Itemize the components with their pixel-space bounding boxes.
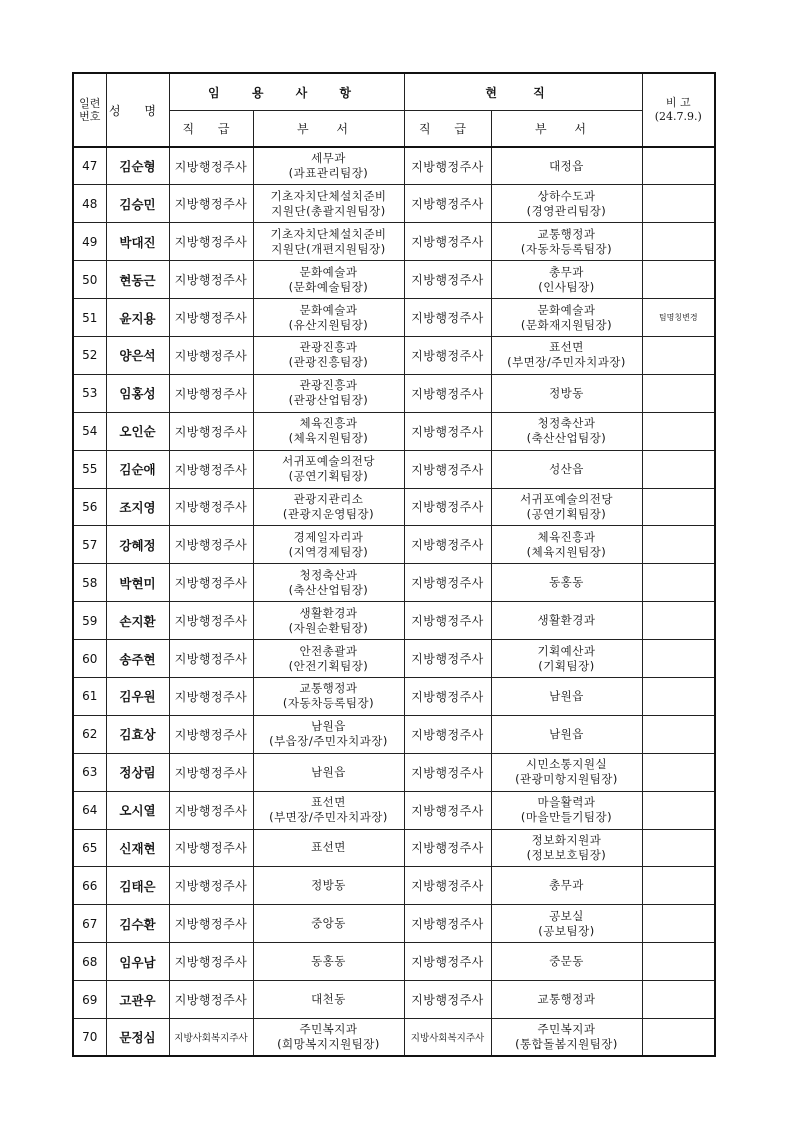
current-dept-cell: [491, 829, 642, 867]
header-serial-number: [73, 73, 106, 147]
serial-number-cell: 47: [73, 147, 106, 185]
current-rank-cell: 지방행정주사: [404, 753, 491, 791]
name-cell: 강혜정: [106, 526, 169, 564]
name-cell: 신재현: [106, 829, 169, 867]
current-dept-cell-line: (경영관리팀장): [526, 203, 607, 218]
current-dept-cell: [491, 526, 642, 564]
note-cell: [642, 905, 715, 943]
appoint-dept-cell-line: (축산산업팀장): [288, 582, 369, 597]
current-dept-cell: [491, 602, 642, 640]
note-cell: [642, 223, 715, 261]
current-rank-cell: 지방행정주사: [404, 412, 491, 450]
current-rank-cell: 지방행정주사: [404, 185, 491, 223]
current-rank-cell: 지방행정주사: [404, 981, 491, 1019]
current-dept-cell: [491, 1018, 642, 1056]
note-cell: [642, 640, 715, 678]
appoint-dept-cell: [253, 147, 404, 185]
current-rank-cell: 지방행정주사: [404, 526, 491, 564]
appoint-rank-cell: 지방행정주사: [169, 943, 253, 981]
current-dept-cell: [491, 564, 642, 602]
serial-number-cell: 64: [73, 791, 106, 829]
appoint-rank-cell: 지방행정주사: [169, 564, 253, 602]
current-rank-cell: 지방행정주사: [404, 715, 491, 753]
note-cell: 팀명칭변경: [642, 299, 715, 337]
serial-number-cell: 52: [73, 336, 106, 374]
current-dept-cell-line: (기획팀장): [538, 658, 595, 673]
table-row: [73, 715, 715, 753]
name-cell: 송주현: [106, 640, 169, 678]
current-rank-cell: 지방행정주사: [404, 677, 491, 715]
current-dept-cell: [491, 336, 642, 374]
current-dept-cell: [491, 867, 642, 905]
current-rank-cell: 지방행정주사: [404, 261, 491, 299]
note-cell: [642, 867, 715, 905]
serial-number-cell: 63: [73, 753, 106, 791]
appoint-dept-cell-line: 생활환경과: [299, 605, 358, 620]
serial-number-cell: 51: [73, 299, 106, 337]
table-row: [73, 223, 715, 261]
note-cell: [642, 753, 715, 791]
current-dept-cell-line: 상하수도과: [537, 188, 596, 203]
appoint-dept-cell: [253, 412, 404, 450]
note-cell: [642, 526, 715, 564]
current-dept-cell-line: 주민복지과: [537, 1022, 596, 1037]
current-dept-cell-line: (체육지원팀장): [526, 544, 607, 559]
appoint-dept-cell-line: (유산지원팀장): [288, 317, 369, 332]
appoint-dept-cell-line: 청정축산과: [299, 567, 358, 582]
appoint-dept-cell-line: (부면장/주민자치과장): [269, 810, 388, 825]
current-dept-cell-line: 남원읍: [549, 726, 584, 741]
header-appoint-dept: 부 서: [253, 111, 404, 148]
note-cell: [642, 981, 715, 1019]
appoint-dept-cell: [253, 261, 404, 299]
appoint-dept-cell-line: (체육지원팀장): [288, 431, 369, 446]
appoint-dept-cell: [253, 526, 404, 564]
current-rank-cell: 지방행정주사: [404, 147, 491, 185]
current-dept-cell-line: (인사팀장): [538, 279, 595, 294]
current-dept-cell-line: 남원읍: [549, 688, 584, 703]
serial-number-cell: 48: [73, 185, 106, 223]
personnel-table: [72, 72, 716, 1057]
note-cell: [642, 677, 715, 715]
current-dept-cell-line: 정방동: [549, 385, 584, 400]
appoint-dept-cell-line: (관광지운영팀장): [282, 506, 375, 521]
serial-number-cell: 50: [73, 261, 106, 299]
current-dept-cell-line: (부면장/주민자치과장): [507, 355, 626, 370]
name-cell: 임홍성: [106, 374, 169, 412]
name-cell: 오인순: [106, 412, 169, 450]
current-rank-cell: 지방행정주사: [404, 867, 491, 905]
appoint-dept-cell-line: 교통행정과: [299, 681, 358, 696]
note-cell: [642, 450, 715, 488]
serial-number-cell: 61: [73, 677, 106, 715]
current-dept-cell-line: 동홍동: [549, 575, 584, 590]
current-dept-cell-line: (마을만들기팀장): [520, 810, 613, 825]
current-rank-cell: 지방행정주사: [404, 488, 491, 526]
appoint-dept-cell: [253, 943, 404, 981]
current-dept-cell-line: 문화예술과: [537, 302, 596, 317]
note-cell: [642, 488, 715, 526]
appoint-rank-cell: 지방행정주사: [169, 336, 253, 374]
appoint-dept-cell-line: (부읍장/주민자치과장): [269, 734, 388, 749]
name-cell: 현동근: [106, 261, 169, 299]
table-row: [73, 602, 715, 640]
current-dept-cell: [491, 640, 642, 678]
current-dept-cell-line: 청정축산과: [537, 416, 596, 431]
header-note: [642, 73, 715, 147]
name-cell: 김승민: [106, 185, 169, 223]
current-dept-cell-line: (정보보호팀장): [526, 847, 607, 862]
table-row: [73, 753, 715, 791]
table-row: [73, 829, 715, 867]
current-dept-cell: [491, 981, 642, 1019]
appoint-rank-cell: 지방행정주사: [169, 261, 253, 299]
header-note-line2: (24.7.9.): [654, 110, 702, 123]
current-rank-cell: 지방행정주사: [404, 223, 491, 261]
appoint-dept-cell-line: (자원순환팀장): [288, 620, 369, 635]
serial-number-cell: 70: [73, 1018, 106, 1056]
current-dept-cell: [491, 791, 642, 829]
current-rank-cell: 지방행정주사: [404, 564, 491, 602]
serial-number-cell: 57: [73, 526, 106, 564]
appoint-dept-cell-line: 세무과: [311, 151, 346, 166]
current-rank-cell: 지방행정주사: [404, 905, 491, 943]
appoint-rank-cell: 지방행정주사: [169, 185, 253, 223]
current-dept-cell-line: 총무과: [549, 264, 584, 279]
header-current-rank: 직 급: [404, 111, 491, 148]
current-rank-cell: 지방행정주사: [404, 374, 491, 412]
appoint-dept-cell: [253, 374, 404, 412]
appoint-dept-cell-line: 주민복지과: [299, 1022, 358, 1037]
current-rank-cell: 지방행정주사: [404, 640, 491, 678]
current-dept-cell-line: 시민소통지원실: [525, 757, 608, 772]
current-dept-cell: [491, 374, 642, 412]
name-cell: 양은석: [106, 336, 169, 374]
current-dept-cell-line: 생활환경과: [537, 613, 596, 628]
serial-number-cell: 69: [73, 981, 106, 1019]
name-cell: 고관우: [106, 981, 169, 1019]
appoint-rank-cell: 지방행정주사: [169, 223, 253, 261]
current-dept-cell-line: 교통행정과: [537, 992, 596, 1007]
appoint-dept-cell-line: (공연기획팀장): [288, 469, 369, 484]
current-rank-cell: 지방행정주사: [404, 791, 491, 829]
appoint-dept-cell-line: 관광지관리소: [293, 491, 364, 506]
current-rank-cell: 지방행정주사: [404, 602, 491, 640]
table-row: [73, 564, 715, 602]
header-appointment-group: 임 용 사 항: [169, 73, 404, 111]
note-cell: [642, 412, 715, 450]
serial-number-cell: 54: [73, 412, 106, 450]
appoint-dept-cell-line: (관광진흥팀장): [288, 355, 369, 370]
serial-number-cell: 56: [73, 488, 106, 526]
name-cell: 김수환: [106, 905, 169, 943]
appoint-dept-cell-line: 기초자치단체설치준비: [270, 188, 387, 203]
serial-number-cell: 65: [73, 829, 106, 867]
current-dept-cell: [491, 450, 642, 488]
appoint-rank-cell: 지방행정주사: [169, 867, 253, 905]
current-rank-cell: 지방행정주사: [404, 336, 491, 374]
header-appoint-rank: 직 급: [169, 111, 253, 148]
appoint-dept-cell: [253, 753, 404, 791]
appoint-dept-cell: [253, 223, 404, 261]
appoint-rank-cell: 지방행정주사: [169, 981, 253, 1019]
name-cell: 오시열: [106, 791, 169, 829]
serial-number-cell: 49: [73, 223, 106, 261]
current-dept-cell: [491, 261, 642, 299]
appoint-dept-cell-line: (관광산업팀장): [288, 393, 369, 408]
appoint-dept-cell-line: 남원읍: [311, 719, 346, 734]
appoint-dept-cell: [253, 602, 404, 640]
appoint-dept-cell: [253, 450, 404, 488]
appoint-dept-cell: [253, 1018, 404, 1056]
note-cell: [642, 564, 715, 602]
table-row: [73, 1018, 715, 1056]
appoint-dept-cell: [253, 299, 404, 337]
current-dept-cell: [491, 488, 642, 526]
appoint-dept-cell-line: 표선면: [311, 840, 346, 855]
name-cell: 김태은: [106, 867, 169, 905]
note-cell: [642, 715, 715, 753]
appoint-dept-cell-line: (희망복지지원팀장): [277, 1037, 380, 1052]
appoint-dept-cell-line: (안전기획팀장): [288, 658, 369, 673]
table-row: [73, 488, 715, 526]
appoint-rank-cell: 지방행정주사: [169, 299, 253, 337]
appoint-dept-cell-line: 문화예술과: [299, 264, 358, 279]
table-row: [73, 981, 715, 1019]
current-dept-cell-line: 공보실: [549, 908, 584, 923]
appoint-dept-cell-line: (문화예술팀장): [288, 279, 369, 294]
note-cell: [642, 374, 715, 412]
current-dept-cell-line: 중문동: [549, 954, 584, 969]
appoint-dept-cell-line: 중앙동: [311, 916, 346, 931]
appoint-dept-cell: [253, 829, 404, 867]
appoint-rank-cell: 지방사회복지주사: [169, 1018, 253, 1056]
table-row: [73, 336, 715, 374]
table-row: [73, 450, 715, 488]
appoint-rank-cell: 지방행정주사: [169, 715, 253, 753]
current-dept-cell-line: 기획예산과: [537, 643, 596, 658]
serial-number-cell: 58: [73, 564, 106, 602]
name-cell: 박현미: [106, 564, 169, 602]
appoint-dept-cell: [253, 677, 404, 715]
note-cell: [642, 791, 715, 829]
table-body: [73, 147, 715, 1056]
appoint-dept-cell-line: 동홍동: [311, 954, 346, 969]
name-cell: 김우원: [106, 677, 169, 715]
appoint-dept-cell: [253, 867, 404, 905]
appoint-dept-cell-line: 지원단(개편지원팀장): [271, 241, 386, 256]
name-cell: 김효상: [106, 715, 169, 753]
appoint-dept-cell-line: 표선면: [311, 795, 346, 810]
appoint-dept-cell: [253, 981, 404, 1019]
appoint-rank-cell: 지방행정주사: [169, 602, 253, 640]
name-cell: 손지환: [106, 602, 169, 640]
current-rank-cell: 지방행정주사: [404, 450, 491, 488]
appoint-dept-cell: [253, 564, 404, 602]
table-row: [73, 943, 715, 981]
table-row: [73, 147, 715, 185]
appoint-rank-cell: 지방행정주사: [169, 374, 253, 412]
appoint-rank-cell: 지방행정주사: [169, 677, 253, 715]
current-dept-cell: [491, 147, 642, 185]
name-cell: 문정심: [106, 1018, 169, 1056]
note-cell: [642, 829, 715, 867]
current-dept-cell: [491, 185, 642, 223]
table-row: [73, 791, 715, 829]
table-row: [73, 261, 715, 299]
appoint-dept-cell: [253, 488, 404, 526]
appoint-dept-cell-line: 관광진흥과: [299, 378, 358, 393]
current-dept-cell-line: (공보팀장): [538, 923, 595, 938]
appoint-dept-cell: [253, 715, 404, 753]
appoint-rank-cell: 지방행정주사: [169, 147, 253, 185]
table-row: [73, 299, 715, 337]
serial-number-cell: 68: [73, 943, 106, 981]
serial-number-cell: 53: [73, 374, 106, 412]
appoint-dept-cell-line: 기초자치단체설치준비: [270, 226, 387, 241]
name-cell: 윤지용: [106, 299, 169, 337]
name-cell: 박대진: [106, 223, 169, 261]
appoint-rank-cell: 지방행정주사: [169, 526, 253, 564]
serial-number-cell: 55: [73, 450, 106, 488]
current-dept-cell-line: 교통행정과: [537, 226, 596, 241]
table-row: [73, 185, 715, 223]
current-dept-cell-line: (축산산업팀장): [526, 431, 607, 446]
table-row: [73, 640, 715, 678]
header-name: 성 명: [106, 73, 169, 147]
current-dept-cell-line: 성산읍: [549, 461, 584, 476]
name-cell: 김순애: [106, 450, 169, 488]
serial-number-cell: 66: [73, 867, 106, 905]
note-cell: [642, 185, 715, 223]
appoint-dept-cell-line: 관광진흥과: [299, 340, 358, 355]
personnel-document: [72, 72, 714, 1057]
current-dept-cell-line: (통합돌봄지원팀장): [515, 1037, 618, 1052]
current-dept-cell-line: 총무과: [549, 878, 584, 893]
table-row: [73, 412, 715, 450]
name-cell: 김순형: [106, 147, 169, 185]
appoint-rank-cell: 지방행정주사: [169, 450, 253, 488]
appoint-dept-cell: [253, 336, 404, 374]
header-serial-line1: 일련: [79, 97, 101, 110]
appoint-dept-cell-line: 지원단(총괄지원팀장): [271, 203, 386, 218]
header-note-line1: 비 고: [665, 96, 691, 109]
name-cell: 임우남: [106, 943, 169, 981]
name-cell: 정상림: [106, 753, 169, 791]
current-dept-cell-line: (자동차등록팀장): [520, 241, 613, 256]
header-current-group: 현 직: [404, 73, 642, 111]
table-row: [73, 374, 715, 412]
current-rank-cell: 지방행정주사: [404, 829, 491, 867]
current-dept-cell-line: 마을활력과: [537, 795, 596, 810]
appoint-dept-cell-line: (과표관리팀장): [288, 166, 369, 181]
appoint-rank-cell: 지방행정주사: [169, 640, 253, 678]
appoint-dept-cell-line: 대천동: [311, 992, 346, 1007]
current-dept-cell: [491, 753, 642, 791]
table-row: [73, 677, 715, 715]
appoint-dept-cell-line: 남원읍: [311, 764, 346, 779]
table-row: [73, 867, 715, 905]
appoint-rank-cell: 지방행정주사: [169, 753, 253, 791]
current-dept-cell: [491, 299, 642, 337]
serial-number-cell: 62: [73, 715, 106, 753]
appoint-dept-cell-line: (자동차등록팀장): [282, 696, 375, 711]
appoint-dept-cell-line: 문화예술과: [299, 302, 358, 317]
current-rank-cell: 지방사회복지주사: [404, 1018, 491, 1056]
current-dept-cell-line: 서귀포예술의전당: [520, 491, 613, 506]
appoint-rank-cell: 지방행정주사: [169, 905, 253, 943]
appoint-dept-cell-line: 경제일자리과: [293, 529, 364, 544]
appoint-dept-cell: [253, 791, 404, 829]
appoint-dept-cell-line: 정방동: [311, 878, 346, 893]
table-row: [73, 905, 715, 943]
table-header: [73, 73, 715, 147]
current-dept-cell: [491, 943, 642, 981]
current-dept-cell: [491, 715, 642, 753]
current-dept-cell: [491, 223, 642, 261]
appoint-rank-cell: 지방행정주사: [169, 829, 253, 867]
current-dept-cell-line: 대정읍: [549, 158, 584, 173]
current-rank-cell: 지방행정주사: [404, 943, 491, 981]
appoint-dept-cell-line: 서귀포예술의전당: [282, 454, 375, 469]
current-dept-cell-line: 체육진흥과: [537, 529, 596, 544]
table-row: [73, 526, 715, 564]
note-cell: [642, 943, 715, 981]
appoint-dept-cell-line: 체육진흥과: [299, 416, 358, 431]
current-dept-cell-line: (문화재지원팀장): [520, 317, 613, 332]
appoint-rank-cell: 지방행정주사: [169, 412, 253, 450]
note-cell: [642, 602, 715, 640]
name-cell: 조지영: [106, 488, 169, 526]
note-cell: [642, 336, 715, 374]
current-rank-cell: 지방행정주사: [404, 299, 491, 337]
serial-number-cell: 67: [73, 905, 106, 943]
note-cell: [642, 1018, 715, 1056]
appoint-dept-cell: [253, 640, 404, 678]
header-serial-line2: 번호: [79, 110, 101, 123]
current-dept-cell: [491, 905, 642, 943]
current-dept-cell: [491, 412, 642, 450]
appoint-rank-cell: 지방행정주사: [169, 791, 253, 829]
current-dept-cell: [491, 677, 642, 715]
appoint-rank-cell: 지방행정주사: [169, 488, 253, 526]
current-dept-cell-line: (공연기획팀장): [526, 506, 607, 521]
note-cell: [642, 261, 715, 299]
serial-number-cell: 59: [73, 602, 106, 640]
serial-number-cell: 60: [73, 640, 106, 678]
appoint-dept-cell-line: (지역경제팀장): [288, 544, 369, 559]
current-dept-cell-line: (관광미항지원팀장): [515, 772, 618, 787]
current-dept-cell-line: 정보화지원과: [531, 832, 602, 847]
current-dept-cell-line: 표선면: [549, 340, 584, 355]
note-cell: [642, 147, 715, 185]
appoint-dept-cell: [253, 185, 404, 223]
appoint-dept-cell: [253, 905, 404, 943]
appoint-dept-cell-line: 안전총괄과: [299, 643, 358, 658]
header-current-dept: 부 서: [491, 111, 642, 148]
